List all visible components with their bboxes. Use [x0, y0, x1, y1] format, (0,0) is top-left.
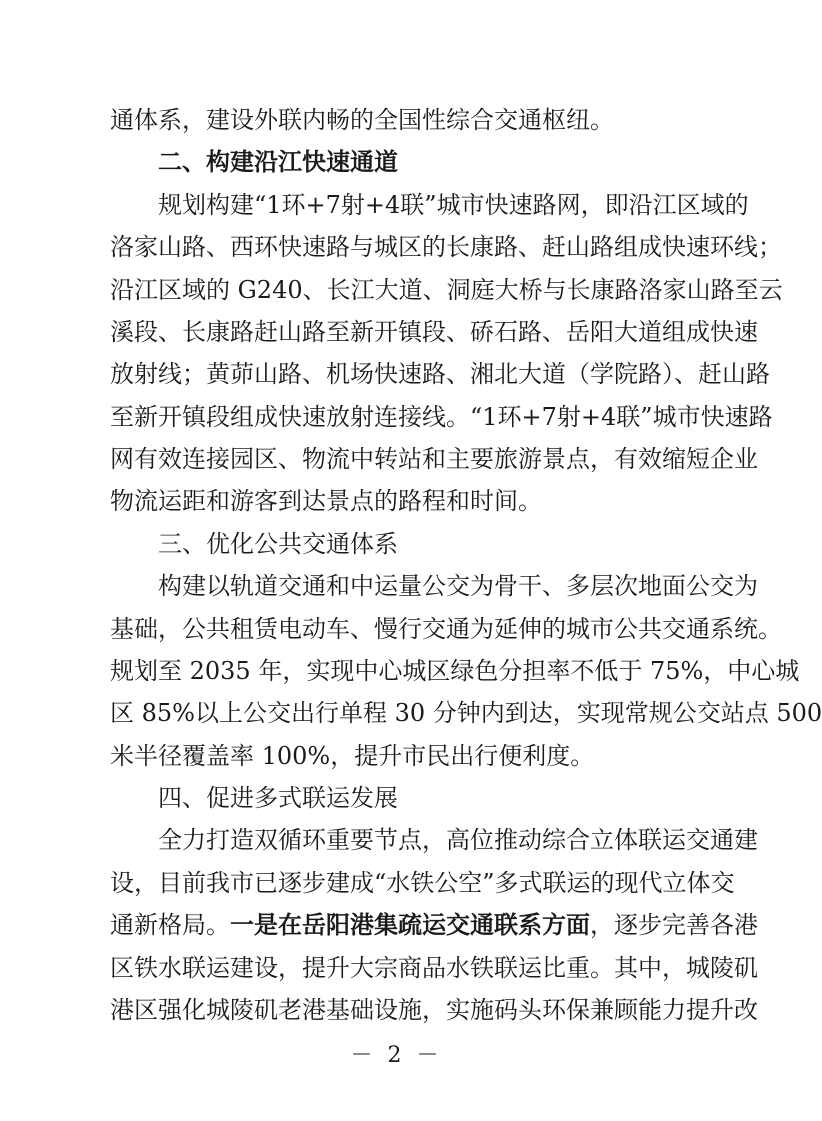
- paragraph-line: 米半径覆盖率 100%，提升市民出行便利度。: [110, 741, 595, 770]
- emphasis-text: 一是在岳阳港集疏运交通联系方面: [230, 911, 590, 940]
- paragraph-line: 通体系，建设外联内畅的全国性综合交通枢纽。: [110, 106, 614, 134]
- paragraph-line: 网有效连接园区、物流中转站和主要旅游景点，有效缩短企业: [110, 445, 758, 474]
- paragraph-line: 至新开镇段组成快速放射连接线。“1环+7射+4联”城市快速路: [110, 402, 773, 431]
- paragraph-line: 溪段、长康路赶山路至新开镇段、硚石路、岳阳大道组成快速: [110, 317, 758, 346]
- section-heading-3: 三、优化公共交通体系: [158, 529, 398, 558]
- paragraph-line: 洛家山路、西环快速路与城区的长康路、赶山路组成快速环线；: [110, 233, 782, 262]
- paragraph-line: 物流运距和游客到达景点的路程和时间。: [110, 487, 542, 516]
- paragraph-line: 规划至 2035 年，实现中心城区绿色分担率不低于 75%，中心城: [110, 656, 800, 685]
- paragraph-line: 区铁水联运建设，提升大宗商品水铁联运比重。其中，城陵矶: [110, 953, 758, 982]
- paragraph-line: 设，目前我市已逐步建成“水铁公空”多式联运的现代立体交: [110, 868, 735, 897]
- paragraph-line: 构建以轨道交通和中运量公交为骨干、多层次地面公交为: [158, 572, 758, 601]
- page-number: － 2 －: [350, 1043, 443, 1068]
- paragraph-line-mixed: [110, 905, 758, 945]
- paragraph-line: 港区强化城陵矶老港基础设施，实施码头环保兼顾能力提升改: [110, 996, 758, 1024]
- paragraph-line: 区 85%以上公交出行单程 30 分钟内到达，实现常规公交站点 500: [110, 699, 822, 728]
- section-heading-2: 二、构建沿江快速通道: [158, 148, 398, 177]
- paragraph-line: 基础，公共租赁电动车、慢行交通为延伸的城市公共交通系统。: [110, 614, 782, 643]
- paragraph-line: 规划构建“1环+7射+4联”城市快速路网，即沿江区域的: [158, 190, 749, 219]
- paragraph-text: 通新格局。: [110, 911, 230, 940]
- paragraph-line: 全力打造双循环重要节点，高位推动综合立体联运交通建: [158, 826, 758, 855]
- paragraph-line: 沿江区域的 G240、长江大道、洞庭大桥与长康路洛家山路至云: [110, 275, 783, 304]
- section-heading-4: 四、促进多式联运发展: [158, 784, 398, 813]
- paragraph-line: 放射线；黄茆山路、机场快速路、湘北大道（学院路）、赶山路: [110, 360, 770, 389]
- paragraph-text: ，逐步完善各港: [590, 911, 758, 940]
